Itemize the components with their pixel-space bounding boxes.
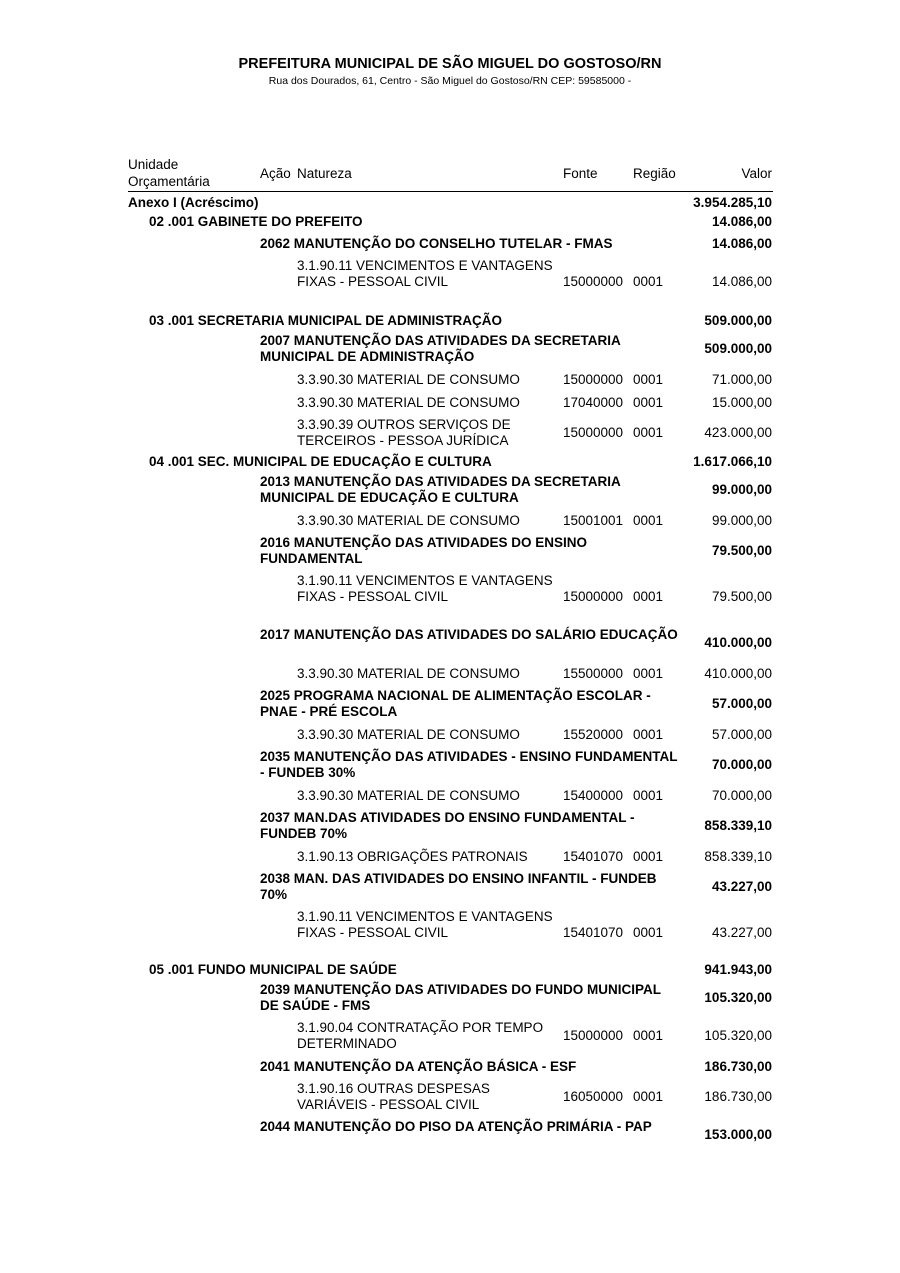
item-value: 15.000,00 — [711, 395, 772, 410]
col-natureza: Natureza — [297, 166, 352, 181]
unit-label: 03 .001 SECRETARIA MUNICIPAL DE ADMINISTRAÇÃO — [149, 313, 503, 328]
col-regiao: Região — [633, 166, 676, 181]
item-value: 57.000,00 — [711, 727, 772, 742]
regiao-code: 0001 — [633, 1089, 664, 1104]
action-value: 186.730,00 — [704, 1059, 772, 1074]
item-value: 423.000,00 — [704, 425, 772, 440]
item-value: 186.730,00 — [704, 1089, 772, 1104]
action-label: 2062 MANUTENÇÃO DO CONSELHO TUTELAR - FMAS — [260, 236, 613, 251]
action-label: 2025 PROGRAMA NACIONAL DE ALIMENTAÇÃO ESCOLAR - PNAE - PRÉ ESCOLA — [260, 688, 651, 719]
action-value: 43.227,00 — [711, 879, 772, 894]
regiao-code: 0001 — [633, 513, 664, 528]
natureza-text: 3.3.90.30 MATERIAL DE CONSUMO — [297, 395, 520, 410]
natureza-text: 3.1.90.16 OUTRAS DESPESAS VARIÁVEIS - PESSOAL CIVIL — [297, 1081, 490, 1112]
fonte-code: 15000000 — [563, 274, 624, 289]
page-address: Rua dos Dourados, 61, Centro - São Miguel do Gostoso/RN CEP: 59585000 - — [268, 75, 632, 87]
action-label: 2039 MANUTENÇÃO DAS ATIVIDADES DO FUNDO MUNICIPAL DE SAÚDE - FMS — [260, 982, 661, 1013]
unit-value: 941.943,00 — [704, 962, 772, 977]
action-value: 509.000,00 — [704, 341, 772, 356]
action-value: 70.000,00 — [711, 757, 772, 772]
regiao-code: 0001 — [633, 788, 664, 803]
fonte-code: 15401070 — [563, 849, 624, 864]
fonte-code: 15400000 — [563, 788, 624, 803]
item-value: 43.227,00 — [711, 925, 772, 940]
regiao-code: 0001 — [633, 372, 664, 387]
col-acao: Ação — [260, 166, 291, 181]
regiao-code: 0001 — [633, 925, 664, 940]
action-label: 2044 MANUTENÇÃO DO PISO DA ATENÇÃO PRIMÁRIA - PAP — [260, 1119, 652, 1134]
annex-label: Anexo I (Acréscimo) — [128, 195, 259, 210]
action-label: 2037 MAN.DAS ATIVIDADES DO ENSINO FUNDAMENTAL - FUNDEB 70% — [260, 810, 635, 841]
unit-value: 1.617.066,10 — [693, 454, 772, 469]
action-value: 99.000,00 — [711, 482, 772, 497]
unit-label: 04 .001 SEC. MUNICIPAL DE EDUCAÇÃO E CULTURA — [149, 454, 492, 469]
fonte-code: 17040000 — [563, 395, 624, 410]
fonte-code: 16050000 — [563, 1089, 624, 1104]
item-value: 79.500,00 — [711, 589, 772, 604]
item-value: 14.086,00 — [711, 274, 772, 289]
fonte-code: 15520000 — [563, 727, 624, 742]
natureza-text: 3.3.90.30 MATERIAL DE CONSUMO — [297, 727, 520, 742]
action-label: 2013 MANUTENÇÃO DAS ATIVIDADES DA SECRETARIA MUNICIPAL DE EDUCAÇÃO E CULTURA — [260, 474, 621, 505]
item-value: 858.339,10 — [704, 849, 772, 864]
natureza-text: 3.3.90.30 MATERIAL DE CONSUMO — [297, 372, 520, 387]
unit-value: 509.000,00 — [704, 313, 772, 328]
fonte-code: 15000000 — [563, 425, 624, 440]
page-title: PREFEITURA MUNICIPAL DE SÃO MIGUEL DO GOSTOSO/RN — [238, 56, 662, 72]
action-value: 79.500,00 — [711, 543, 772, 558]
unit-label: 05 .001 FUNDO MUNICIPAL DE SAÚDE — [149, 962, 397, 977]
col-unidade-line2: Orçamentária — [128, 174, 210, 189]
natureza-text: 3.3.90.30 MATERIAL DE CONSUMO — [297, 788, 520, 803]
col-fonte: Fonte — [563, 166, 598, 181]
natureza-text: 3.3.90.30 MATERIAL DE CONSUMO — [297, 666, 520, 681]
item-value: 70.000,00 — [711, 788, 772, 803]
col-unidade-line1: Unidade — [128, 157, 179, 172]
col-valor: Valor — [741, 166, 772, 181]
regiao-code: 0001 — [633, 727, 664, 742]
action-value: 153.000,00 — [704, 1127, 772, 1142]
regiao-code: 0001 — [633, 849, 664, 864]
fonte-code: 15000000 — [563, 372, 624, 387]
natureza-text: 3.1.90.11 VENCIMENTOS E VANTAGENS FIXAS - PESSOAL CIVIL — [297, 909, 553, 940]
natureza-text: 3.1.90.11 VENCIMENTOS E VANTAGENS FIXAS - PESSOAL CIVIL — [297, 573, 553, 604]
action-value: 14.086,00 — [711, 236, 772, 251]
action-label: 2017 MANUTENÇÃO DAS ATIVIDADES DO SALÁRIO EDUCAÇÃO — [260, 627, 678, 642]
regiao-code: 0001 — [633, 1028, 664, 1043]
fonte-code: 15401070 — [563, 925, 624, 940]
unit-label: 02 .001 GABINETE DO PREFEITO — [149, 214, 363, 229]
item-value: 99.000,00 — [711, 513, 772, 528]
item-value: 410.000,00 — [704, 666, 772, 681]
action-value: 57.000,00 — [711, 696, 772, 711]
natureza-text: 3.3.90.30 MATERIAL DE CONSUMO — [297, 513, 520, 528]
regiao-code: 0001 — [633, 274, 664, 289]
regiao-code: 0001 — [633, 395, 664, 410]
header-rule — [128, 191, 773, 192]
action-label: 2035 MANUTENÇÃO DAS ATIVIDADES - ENSINO FUNDAMENTAL - FUNDEB 30% — [260, 749, 678, 780]
item-value: 71.000,00 — [711, 372, 772, 387]
natureza-text: 3.1.90.04 CONTRATAÇÃO POR TEMPO DETERMINADO — [297, 1020, 544, 1051]
unit-value: 14.086,00 — [711, 214, 772, 229]
regiao-code: 0001 — [633, 425, 664, 440]
natureza-text: 3.1.90.13 OBRIGAÇÕES PATRONAIS — [297, 849, 528, 864]
fonte-code: 15001001 — [563, 513, 624, 528]
action-label: 2038 MAN. DAS ATIVIDADES DO ENSINO INFANTIL - FUNDEB 70% — [260, 871, 657, 902]
natureza-text: 3.3.90.39 OUTROS SERVIÇOS DE TERCEIROS - PESSOA JURÍDICA — [297, 417, 511, 448]
action-value: 105.320,00 — [704, 990, 772, 1005]
action-value: 858.339,10 — [704, 818, 772, 833]
action-label: 2041 MANUTENÇÃO DA ATENÇÃO BÁSICA - ESF — [260, 1059, 577, 1074]
action-label: 2007 MANUTENÇÃO DAS ATIVIDADES DA SECRETARIA MUNICIPAL DE ADMINISTRAÇÃO — [260, 333, 621, 364]
fonte-code: 15000000 — [563, 1028, 624, 1043]
item-value: 105.320,00 — [704, 1028, 772, 1043]
natureza-text: 3.1.90.11 VENCIMENTOS E VANTAGENS FIXAS - PESSOAL CIVIL — [297, 258, 553, 289]
action-label: 2016 MANUTENÇÃO DAS ATIVIDADES DO ENSINO FUNDAMENTAL — [260, 535, 588, 566]
fonte-code: 15500000 — [563, 666, 624, 681]
action-value: 410.000,00 — [704, 635, 772, 650]
regiao-code: 0001 — [633, 589, 664, 604]
fonte-code: 15000000 — [563, 589, 624, 604]
annex-value: 3.954.285,10 — [693, 195, 772, 210]
regiao-code: 0001 — [633, 666, 664, 681]
